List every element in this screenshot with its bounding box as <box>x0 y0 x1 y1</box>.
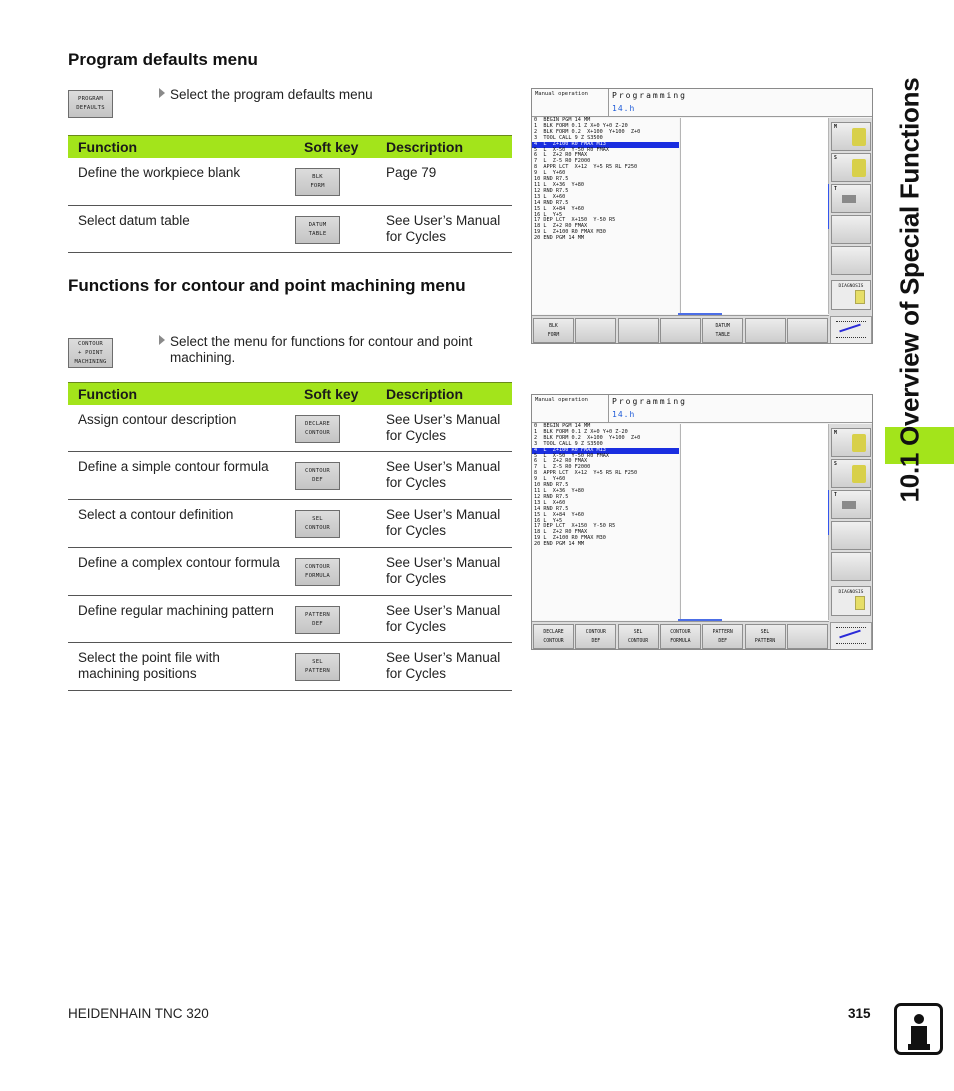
code-line: 1 BLK FORM 0.1 Z X+0 Y+0 Z-20 <box>534 122 628 129</box>
column-header: Function <box>68 136 294 158</box>
code-line: 13 L X+60 <box>534 193 566 200</box>
function-cell: Assign contour description <box>68 405 294 452</box>
code-line: 1 BLK FORM 0.1 Z X+0 Y+0 Z-20 <box>534 428 628 435</box>
code-line: 13 L X+60 <box>534 499 566 506</box>
page-number: 315 <box>848 1006 871 1021</box>
code-line: 19 L Z+100 R0 FMAX M30 <box>534 535 606 542</box>
code-line: 18 L Z+2 R0 FMAX <box>534 529 588 536</box>
description-cell: See User’s Manual for Cycles <box>376 206 512 253</box>
function-cell: Select datum table <box>68 206 294 253</box>
chapter-title: 10.1 Overview of Special Functions <box>894 77 925 503</box>
code-line: 6 L Z+2 R0 FMAX <box>534 152 588 159</box>
function-cell: Define a complex contour formula <box>68 548 294 596</box>
code-line: 10 RND R7.5 <box>534 482 569 489</box>
feed-arrow-icon <box>839 630 861 639</box>
screen-softkey[interactable]: DECLARE CONTOUR <box>533 624 574 649</box>
softkey-cell <box>294 206 376 253</box>
t-function-button[interactable]: T <box>831 490 871 519</box>
code-line: 7 L Z-5 R0 F2000 <box>534 464 591 471</box>
feed-arrow-icon <box>839 324 861 333</box>
s-function-button[interactable]: S <box>831 459 871 488</box>
programming-panel <box>608 395 873 423</box>
softkey-cell <box>294 158 376 206</box>
column-header: Soft key <box>294 136 376 158</box>
description-cell: See User’s Manual for Cycles <box>376 548 512 596</box>
code-line: 16 L Y+5 <box>534 517 563 524</box>
m-function-button[interactable]: M <box>831 428 871 457</box>
diagnosis-icon <box>855 290 865 304</box>
tnc-screen-contour-point <box>531 394 873 650</box>
code-line: 10 RND R7.5 <box>534 176 569 183</box>
screen-softkey[interactable]: PATTERN DEF <box>702 624 743 649</box>
code-line: 15 L X+84 Y+60 <box>534 511 584 518</box>
table-row <box>68 405 512 452</box>
override-indicator <box>830 622 872 650</box>
screen-softkey[interactable] <box>787 624 828 649</box>
horizontal-softkey-bar <box>532 621 829 650</box>
empty-side-button[interactable] <box>831 246 871 275</box>
empty-side-button[interactable] <box>831 552 871 581</box>
empty-side-button[interactable] <box>831 215 871 244</box>
code-line: 14 RND R7.5 <box>534 199 569 206</box>
triangle-bullet-icon <box>159 335 165 345</box>
speed-icon <box>852 465 866 483</box>
code-line: 3 TOOL CALL 9 Z S3500 <box>534 440 603 447</box>
screen-softkey[interactable] <box>787 318 828 343</box>
mode-label: Manual operation <box>535 91 588 97</box>
description-cell: See User’s Manual for Cycles <box>376 500 512 548</box>
screen-softkey[interactable]: BLK FORM <box>533 318 574 343</box>
screen-softkey[interactable] <box>618 318 659 343</box>
tool-icon <box>842 501 856 509</box>
pattern-def-softkey: PATTERN DEF <box>295 606 340 634</box>
softkey-cell <box>294 500 376 548</box>
table-row <box>68 452 512 500</box>
code-line: 17 DEP LCT X+150 Y-50 R5 <box>534 217 616 224</box>
program-file-name: 14.h <box>612 410 636 419</box>
s-function-button[interactable]: S <box>831 153 871 182</box>
code-line: 12 RND R7.5 <box>534 187 569 194</box>
diagnosis-icon <box>855 596 865 610</box>
function-cell: Define the workpiece blank <box>68 158 294 206</box>
code-line: 2 BLK FORM 0.2 X+100 Y+100 Z+0 <box>534 434 641 441</box>
tnc-screen-program-defaults <box>531 88 873 344</box>
table-header-row <box>68 383 512 405</box>
screen-softkey[interactable] <box>745 318 786 343</box>
contour-formula-softkey: CONTOUR FORMULA <box>295 558 340 586</box>
table-row <box>68 500 512 548</box>
code-line: 17 DEP LCT X+150 Y-50 R5 <box>534 523 616 530</box>
code-line: 11 L X+36 Y+80 <box>534 487 584 494</box>
code-line: 15 L X+84 Y+60 <box>534 205 584 212</box>
contour-point-machining-softkey: CONTOUR + POINT MACHINING <box>68 338 113 368</box>
program-defaults-softkey: PROGRAM DEFAULTS <box>68 90 113 118</box>
t-function-button[interactable]: T <box>831 184 871 213</box>
table-header-row <box>68 136 512 158</box>
screen-softkey[interactable]: SEL PATTERN <box>745 624 786 649</box>
table-row <box>68 596 512 643</box>
speed-icon <box>852 159 866 177</box>
screen-header <box>532 89 872 117</box>
softkey-cell <box>294 405 376 452</box>
blk-form-softkey: BLK FORM <box>295 168 340 196</box>
instruction-bullet: Select the menu for functions for contour and point machining. <box>159 334 472 366</box>
code-line: 6 L Z+2 R0 FMAX <box>534 458 588 465</box>
code-line: 12 RND R7.5 <box>534 493 569 500</box>
screen-softkey[interactable]: DATUM TABLE <box>702 318 743 343</box>
code-line: 9 L Y+60 <box>534 476 566 483</box>
tool-icon <box>842 195 856 203</box>
chapter-sidebar <box>885 77 935 503</box>
table-row <box>68 158 512 206</box>
graphics-window <box>680 424 829 620</box>
softkey-cell <box>294 548 376 596</box>
empty-side-button[interactable] <box>831 521 871 550</box>
softkey-cell <box>294 596 376 643</box>
section-heading-contour-point: Functions for contour and point machining menu <box>68 276 466 295</box>
programming-title: Programming <box>612 397 687 406</box>
mode-label: Manual operation <box>535 397 588 403</box>
code-line: 9 L Y+60 <box>534 170 566 177</box>
program-file-name: 14.h <box>612 104 636 113</box>
screen-softkey[interactable]: CONTOUR FORMULA <box>660 624 701 649</box>
code-line: 8 APPR LCT X+12 Y+5 R5 RL F250 <box>534 164 638 171</box>
footer-product-name: HEIDENHAIN TNC 320 <box>68 1006 209 1021</box>
m-function-button[interactable]: M <box>831 122 871 151</box>
code-line: 14 RND R7.5 <box>534 505 569 512</box>
diagnosis-button[interactable]: DIAGNOSIS <box>831 280 871 310</box>
table-row <box>68 548 512 596</box>
screen-softkey[interactable] <box>660 318 701 343</box>
vertical-softkey-bar <box>829 424 872 650</box>
table-row <box>68 206 512 253</box>
code-line: 4 L Z+100 R0 FMAX M13 <box>532 448 679 454</box>
contour-def-softkey: CONTOUR DEF <box>295 462 340 490</box>
section-heading-program-defaults: Program defaults menu <box>68 50 258 69</box>
program-code-listing <box>532 118 679 314</box>
code-line: 16 L Y+5 <box>534 211 563 218</box>
softkey-cell <box>294 643 376 691</box>
function-cell: Select the point file with machining positions <box>68 643 294 691</box>
triangle-bullet-icon <box>159 88 165 98</box>
screen-softkey[interactable]: SEL CONTOUR <box>618 624 659 649</box>
function-cell: Define a simple contour formula <box>68 452 294 500</box>
programming-panel <box>608 89 873 117</box>
code-line: 20 END PGM 14 MM <box>534 541 584 548</box>
code-line: 4 L Z+100 R0 FMAX M13 <box>532 142 679 148</box>
diagnosis-button[interactable]: DIAGNOSIS <box>831 586 871 616</box>
contour-functions-table <box>68 382 512 691</box>
code-line: 18 L Z+2 R0 FMAX <box>534 223 588 230</box>
code-line: 0 BEGIN PGM 14 MM <box>534 423 591 429</box>
column-header: Description <box>376 136 512 158</box>
code-line: 2 BLK FORM 0.2 X+100 Y+100 Z+0 <box>534 128 641 135</box>
code-line: 5 L X-50 Y-50 R0 FMAX <box>534 146 609 153</box>
column-header: Description <box>376 383 512 405</box>
description-cell: See User’s Manual for Cycles <box>376 452 512 500</box>
program-defaults-table <box>68 135 512 253</box>
code-line: 19 L Z+100 R0 FMAX M30 <box>534 229 606 236</box>
code-line: 8 APPR LCT X+12 Y+5 R5 RL F250 <box>534 470 638 477</box>
softkey-cell <box>294 452 376 500</box>
horizontal-softkey-bar <box>532 315 829 344</box>
spindle-icon <box>852 128 866 146</box>
code-line: 7 L Z-5 R0 F2000 <box>534 158 591 165</box>
column-header: Function <box>68 383 294 405</box>
description-cell: See User’s Manual for Cycles <box>376 643 512 691</box>
sel-contour-softkey: SEL CONTOUR <box>295 510 340 538</box>
description-cell: Page 79 <box>376 158 512 206</box>
screen-softkey[interactable] <box>575 318 616 343</box>
code-line: 5 L X-50 Y-50 R0 FMAX <box>534 452 609 459</box>
code-line: 11 L X+36 Y+80 <box>534 181 584 188</box>
vertical-softkey-bar <box>829 118 872 344</box>
screen-softkey[interactable]: CONTOUR DEF <box>575 624 616 649</box>
declare-contour-softkey: DECLARE CONTOUR <box>295 415 340 443</box>
code-line: 20 END PGM 14 MM <box>534 235 584 242</box>
description-cell: See User’s Manual for Cycles <box>376 596 512 643</box>
column-header: Soft key <box>294 383 376 405</box>
code-line: 3 TOOL CALL 9 Z S3500 <box>534 134 603 141</box>
screen-header <box>532 395 872 423</box>
spindle-icon <box>852 434 866 452</box>
function-cell: Define regular machining pattern <box>68 596 294 643</box>
override-indicator <box>830 316 872 344</box>
description-cell: See User’s Manual for Cycles <box>376 405 512 452</box>
program-code-listing <box>532 424 679 620</box>
programming-title: Programming <box>612 91 687 100</box>
sel-pattern-softkey: SEL PATTERN <box>295 653 340 681</box>
code-line: 0 BEGIN PGM 14 MM <box>534 117 591 123</box>
datum-table-softkey: DATUM TABLE <box>295 216 340 244</box>
function-cell: Select a contour definition <box>68 500 294 548</box>
info-icon <box>894 1003 943 1055</box>
instruction-bullet: Select the program defaults menu <box>159 87 373 103</box>
table-row <box>68 643 512 691</box>
graphics-window <box>680 118 829 314</box>
